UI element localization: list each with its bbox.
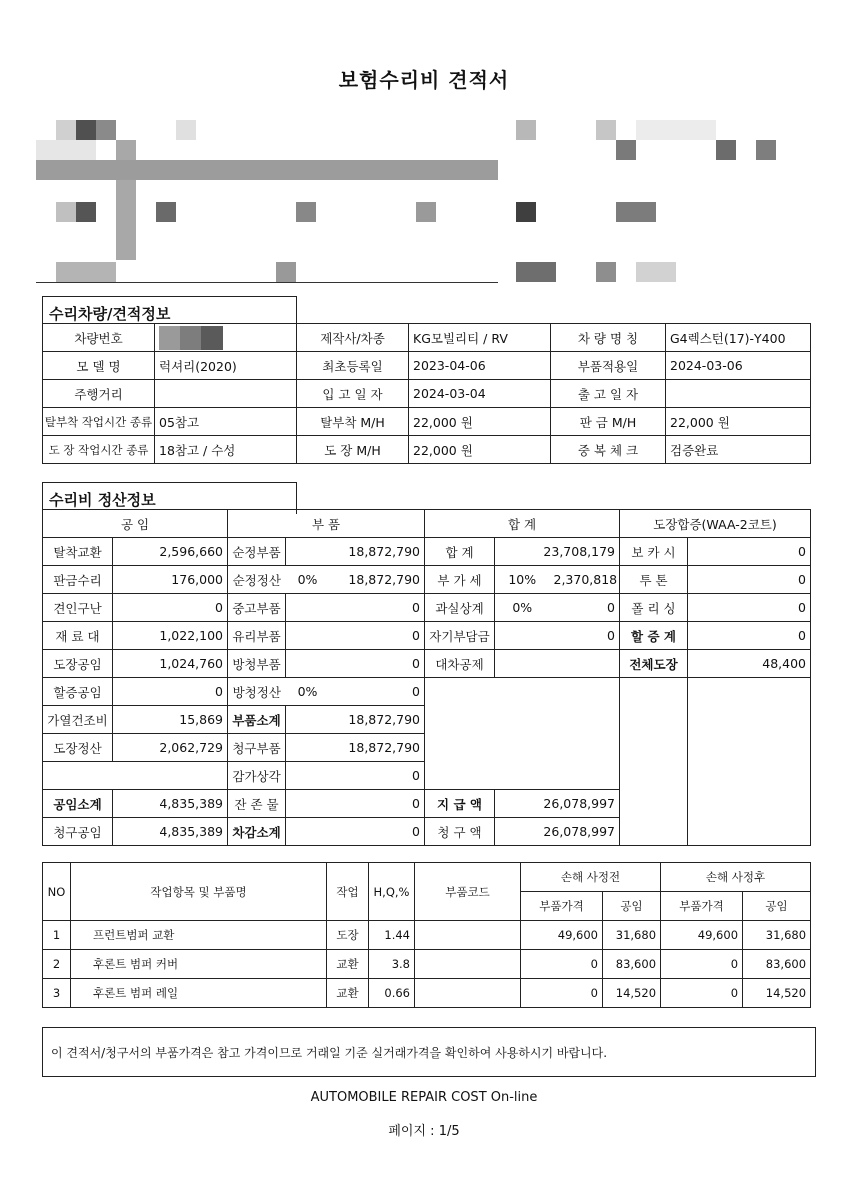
labor-label: 할증공임 [43, 678, 113, 706]
parts-label: 잔 존 물 [228, 790, 286, 818]
row-after-labor: 83,600 [743, 950, 811, 979]
row-hq: 3.8 [369, 950, 415, 979]
parts-label: 방청정산 [228, 678, 286, 706]
table-row [43, 979, 811, 1008]
row-after-labor: 31,680 [743, 921, 811, 950]
row-before-part: 0 [521, 979, 603, 1008]
claim-amount-label: 청 구 액 [425, 818, 495, 846]
labor-value: 1,024,760 [113, 650, 228, 678]
parts-label: 중고부품 [228, 594, 286, 622]
row-before-part: 0 [521, 950, 603, 979]
sheetmetal-mh-value: 22,000 원 [666, 408, 811, 436]
total-label: 대차공제 [425, 650, 495, 678]
total-label: 부 가 세 [425, 566, 495, 594]
hq-header: H,Q,% [369, 863, 415, 921]
paint-label: 할 증 계 [620, 622, 688, 650]
labor-label: 재 료 대 [43, 622, 113, 650]
dup-check-value: 검증완료 [666, 436, 811, 464]
total-value: 0 [550, 594, 620, 622]
paint-col-header: 도장합증(WAA-2코트) [620, 510, 811, 538]
labor-label: 도장공임 [43, 650, 113, 678]
row-hq: 1.44 [369, 921, 415, 950]
claim-amount-value: 26,078,997 [495, 818, 620, 846]
row-after-part: 0 [661, 979, 743, 1008]
table-row [43, 950, 811, 979]
work-header: 작업 [327, 863, 369, 921]
paint-worktime-value: 18참고 / 수성 [155, 436, 297, 464]
labor-label: 탈착교환 [43, 538, 113, 566]
total-value: 0 [495, 622, 620, 650]
settlement-section-header: 수리비 정산정보 [42, 482, 297, 514]
parts-value: 18,872,790 [330, 566, 425, 594]
model-value: 럭셔리(2020) [155, 352, 297, 380]
row-work: 교환 [327, 979, 369, 1008]
after-part-price-header: 부품가격 [661, 892, 743, 921]
row-no: 2 [43, 950, 71, 979]
before-labor-header: 공임 [603, 892, 661, 921]
paint-worktime-label: 도 장 작업시간 종류 [43, 436, 155, 464]
parts-value: 0 [286, 650, 425, 678]
paint-value: 0 [688, 594, 811, 622]
detach-mh-value: 22,000 원 [409, 408, 551, 436]
parts-value: 18,872,790 [286, 734, 425, 762]
first-reg-value: 2023-04-06 [409, 352, 551, 380]
labor-claim-label: 청구공임 [43, 818, 113, 846]
parts-col-header: 부 품 [228, 510, 425, 538]
labor-value: 0 [113, 678, 228, 706]
footer-brand: AUTOMOBILE REPAIR COST On-line [310, 1090, 538, 1105]
maker-label: 제작사/차종 [297, 324, 409, 352]
mileage-label: 주행거리 [43, 380, 155, 408]
deduction-subtotal-value: 0 [286, 818, 425, 846]
row-before-labor: 14,520 [603, 979, 661, 1008]
labor-value: 1,022,100 [113, 622, 228, 650]
parts-subtotal-value: 18,872,790 [286, 706, 425, 734]
after-labor-header: 공임 [743, 892, 811, 921]
total-value [495, 650, 620, 678]
detach-worktime-label: 탈부착 작업시간 종류 [43, 408, 155, 436]
part-date-label: 부품적용일 [551, 352, 666, 380]
part-date-value: 2024-03-06 [666, 352, 811, 380]
row-before-labor: 83,600 [603, 950, 661, 979]
parts-subtotal-label: 부품소계 [228, 706, 286, 734]
parts-label: 청구부품 [228, 734, 286, 762]
labor-value: 176,000 [113, 566, 228, 594]
parts-label: 순정정산 [228, 566, 286, 594]
row-part-code [415, 921, 521, 950]
row-no: 3 [43, 979, 71, 1008]
row-no: 1 [43, 921, 71, 950]
parts-rate: 0% [286, 678, 330, 706]
row-work: 도장 [327, 921, 369, 950]
plate-label: 차량번호 [43, 324, 155, 352]
pay-amount-label: 지 급 액 [425, 790, 495, 818]
out-date-label: 출 고 일 자 [551, 380, 666, 408]
labor-subtotal-value: 4,835,389 [113, 790, 228, 818]
labor-label: 가열건조비 [43, 706, 113, 734]
labor-label: 판금수리 [43, 566, 113, 594]
paint-value: 0 [688, 538, 811, 566]
row-item-name: 후론트 범퍼 커버 [71, 950, 327, 979]
paint-label: 투 톤 [620, 566, 688, 594]
labor-subtotal-label: 공임소계 [43, 790, 113, 818]
paint-label: 보 카 시 [620, 538, 688, 566]
before-adjust-header: 손해 사정전 [521, 863, 661, 892]
after-adjust-header: 손해 사정후 [661, 863, 811, 892]
labor-value: 0 [113, 594, 228, 622]
vehicle-name-value: G4렉스턴(17)-Y400 [666, 324, 811, 352]
row-item-name: 후론트 범퍼 레일 [71, 979, 327, 1008]
mileage-value [155, 380, 297, 408]
paint-mh-value: 22,000 원 [409, 436, 551, 464]
total-label: 과실상계 [425, 594, 495, 622]
parts-value: 0 [286, 594, 425, 622]
parts-label: 순정부품 [228, 538, 286, 566]
vehicle-section-header: 수리차량/견적정보 [42, 296, 297, 328]
work-items-table [42, 862, 811, 1008]
paint-label: 전체도장 [620, 650, 688, 678]
row-before-part: 49,600 [521, 921, 603, 950]
parts-rate: 0% [286, 566, 330, 594]
in-date-label: 입 고 일 자 [297, 380, 409, 408]
first-reg-label: 최초등록일 [297, 352, 409, 380]
row-part-code [415, 950, 521, 979]
row-after-part: 49,600 [661, 921, 743, 950]
labor-empty-cell [43, 762, 228, 790]
part-code-header: 부품코드 [415, 863, 521, 921]
row-after-labor: 14,520 [743, 979, 811, 1008]
detach-worktime-value: 05참고 [155, 408, 297, 436]
row-after-part: 0 [661, 950, 743, 979]
labor-value: 15,869 [113, 706, 228, 734]
labor-claim-value: 4,835,389 [113, 818, 228, 846]
page-number: 페이지 : 1/5 [388, 1124, 460, 1139]
no-header: NO [43, 863, 71, 921]
labor-value: 2,062,729 [113, 734, 228, 762]
labor-label: 견인구난 [43, 594, 113, 622]
parts-label: 유리부품 [228, 622, 286, 650]
item-name-header: 작업항목 및 부품명 [71, 863, 327, 921]
vehicle-info-table [42, 323, 811, 464]
paint-mh-label: 도 장 M/H [297, 436, 409, 464]
total-col-header: 합 계 [425, 510, 620, 538]
parts-value: 0 [286, 622, 425, 650]
total-label: 자기부담금 [425, 622, 495, 650]
labor-label: 도장정산 [43, 734, 113, 762]
parts-label: 방청부품 [228, 650, 286, 678]
deduction-subtotal-label: 차감소계 [228, 818, 286, 846]
price-notice [42, 1027, 816, 1077]
table-row [43, 921, 811, 950]
paint-empty-area [688, 678, 811, 846]
document-title: 보험수리비 견적서 [338, 68, 510, 92]
labor-col-header: 공 임 [43, 510, 228, 538]
row-hq: 0.66 [369, 979, 415, 1008]
total-label: 합 계 [425, 538, 495, 566]
price-notice-text: 이 견적서/청구서의 부품가격은 참고 가격이므로 거래일 기준 실거래가격을 확인하여 사용하시기 바랍니다. [51, 1045, 608, 1060]
row-before-labor: 31,680 [603, 921, 661, 950]
parts-label: 감가상각 [228, 762, 286, 790]
maker-value: KG모빌리티 / RV [409, 324, 551, 352]
vehicle-name-label: 차 량 명 칭 [551, 324, 666, 352]
detach-mh-label: 탈부착 M/H [297, 408, 409, 436]
labor-value: 2,596,660 [113, 538, 228, 566]
parts-value: 0 [286, 762, 425, 790]
in-date-value: 2024-03-04 [409, 380, 551, 408]
row-part-code [415, 979, 521, 1008]
before-part-price-header: 부품가격 [521, 892, 603, 921]
sheetmetal-mh-label: 판 금 M/H [551, 408, 666, 436]
model-label: 모 델 명 [43, 352, 155, 380]
paint-empty-area [620, 678, 688, 846]
plate-value [155, 324, 297, 352]
redacted-header-info [36, 118, 806, 286]
redacted-plate [159, 326, 223, 350]
row-item-name: 프런트범퍼 교환 [71, 921, 327, 950]
row-work: 교환 [327, 950, 369, 979]
dup-check-label: 중 복 체 크 [551, 436, 666, 464]
out-date-value [666, 380, 811, 408]
parts-value: 0 [286, 790, 425, 818]
parts-value: 0 [330, 678, 425, 706]
total-rate: 0% [495, 594, 550, 622]
total-empty-area [425, 678, 620, 790]
paint-value: 0 [688, 566, 811, 594]
total-value: 2,370,818 [550, 566, 620, 594]
paint-label: 폴 리 싱 [620, 594, 688, 622]
paint-value: 0 [688, 622, 811, 650]
total-value: 23,708,179 [495, 538, 620, 566]
settlement-table [42, 509, 811, 846]
pay-amount-value: 26,078,997 [495, 790, 620, 818]
parts-value: 18,872,790 [286, 538, 425, 566]
total-rate: 10% [495, 566, 550, 594]
paint-value: 48,400 [688, 650, 811, 678]
